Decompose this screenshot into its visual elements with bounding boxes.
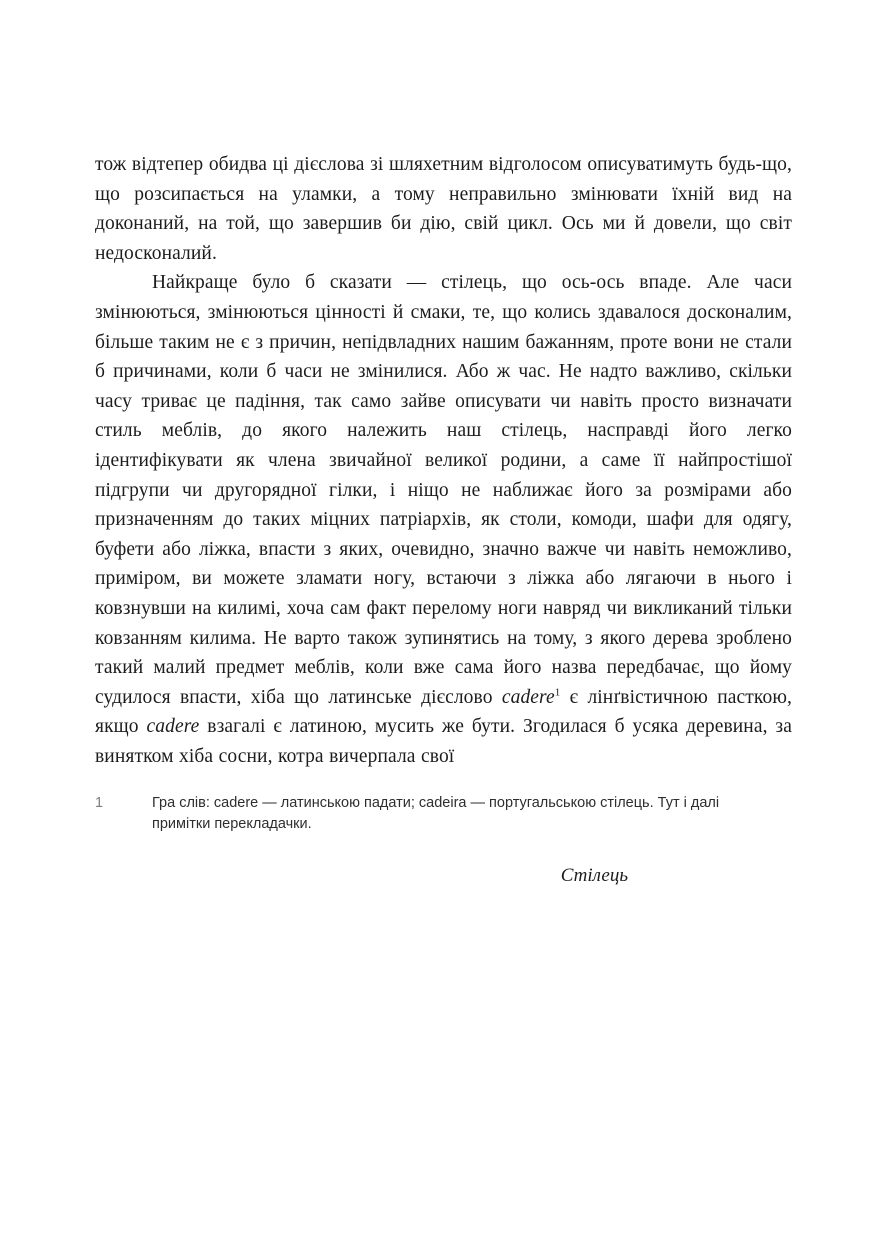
text-column [95,150,792,887]
paragraph: тож відтепер обидва ці дієслова зі шляхетним відголосом описуватимуть будь-що, що розсипається на уламки, а тому неправильно змінювати їхній вид на доконаний, на той, що завершив би дію, свій цикл. Ось ми й довели, що світ недосконалий. [95,154,792,264]
footnote-number: 1 [95,795,104,812]
body-text [95,150,792,771]
footnote-text: Гра слів: cadere — латинською падати; cadeira — португальською стілець. Тут і далі примітки перекладачки. [152,795,720,833]
italic-term: cadere [146,716,200,738]
footnote [95,793,792,835]
footnote-marker: 1 [554,686,561,699]
italic-term: cadere [501,686,555,708]
paragraph: Найкраще було б сказати — стілець, що ось-ось впаде. Але часи змінюються, змінюються цінності й смаки, те, що колись здавалося досконалим, більше таким не є з причин, непідвладних нашим бажанням, проте вони не стали б причинами, коли б часи не змінилися. Або ж час. Не надто важливо, скільки часу триває це падіння, так само зайве описувати чи навіть просто визначати стиль меблів, до якого належить наш стілець, насправді його легко ідентифікувати як члена звичайної великої родини, а саме її найпростішої підгрупи чи другорядної гілки, і ніщо не наближає його за розмірами або призначенням до таких міцних патріархів, як столи, комоди, шафи для одягу, буфети або ліжка, впасти з яких, очевидно, значно важче чи навіть неможливо, приміром, ви можете зламати ногу, встаючи з ліжка або лягаючи в нього і ковзнувши на килимі, хоча сам факт перелому ноги навряд чи викликаний тільки ковзанням килима. Не варто також зупинятись на тому, з якого дерева зроблено такий малий предмет меблів, коли вже сама його назва передбачає, що йому судилося впасти, хіба що латинське дієслово cadere$^1$ є лінґвістичною пасткою, якщо cadere взагалі є латиною, мусить же бути. Згодилася б усяка деревина, за винятком хіба сосни, котра вичерпала свої [95,272,792,767]
running-title: Стілець [560,865,628,887]
